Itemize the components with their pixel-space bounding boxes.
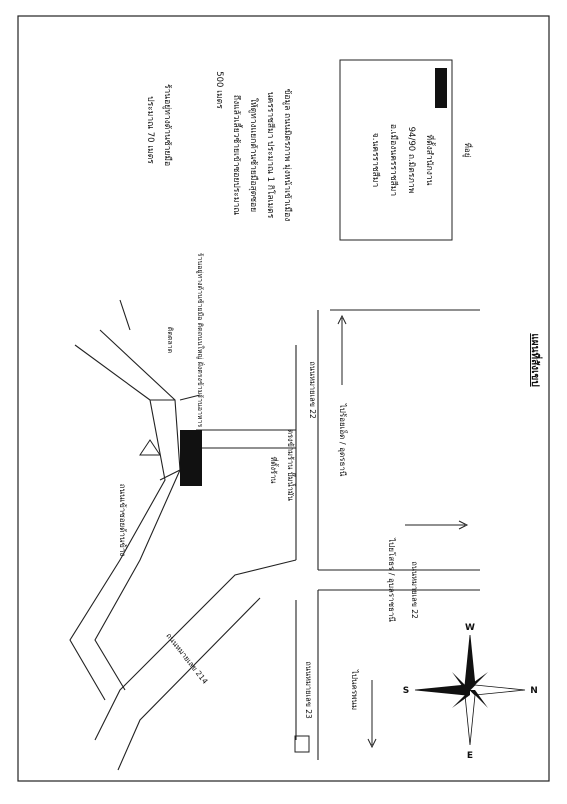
road-214-bottom-edge [118, 598, 260, 770]
compass-arm-right [470, 685, 525, 695]
arrow-label-right: ไปยโสธร / อุบลราชธานี [387, 538, 396, 622]
compass-arm-left [415, 685, 470, 695]
road-label-22-lower: ถนนหมายเลข 22 [410, 561, 419, 619]
left-road-stub [120, 300, 130, 330]
shop-marker [180, 430, 202, 486]
direction-line-2: นครราชสีมา ประมาณ 1 กิโลเมตร [265, 91, 275, 219]
address-line-4: จ.นครราชสีมา [370, 132, 380, 188]
landmark-note-upper-2: ติดตลาด [166, 326, 174, 354]
address-box [340, 60, 474, 240]
redacted-block [435, 68, 447, 108]
direction-line-7: ประมาณ 70 เมตร [145, 96, 155, 164]
direction-line-5: 500 เมตร [214, 71, 224, 109]
address-line-2: 94/90 ถ.มิตรภาพ [406, 126, 416, 194]
direction-line-1: ข้อมูล ถนนมิตรภาพ มุ่งหน้าเข้าเมือง [282, 88, 292, 222]
left-road-outer [70, 345, 165, 700]
roads [70, 300, 480, 770]
compass-n: N [530, 686, 538, 696]
compass-rose [403, 623, 538, 761]
compass-arm-up [465, 635, 475, 690]
compass-e: E [466, 751, 474, 761]
address-line-3: อ.เมืองนครราชสีมา [388, 123, 398, 197]
landmark-shop: ที่ตั้งร้าน [269, 456, 278, 484]
address-line-1: ที่ตั้งสำนักงาน [424, 134, 434, 186]
direction-line-4: ถึงแล้วเลี้ยวซ้ายเข้าซอยประมาณ [231, 94, 241, 216]
landmark-side-road: ถนนเข้าซอยด้านข้าง [118, 483, 127, 557]
directions-text [145, 71, 293, 221]
landmark-note-upper: ร้านอยู่ทางด้านซ้ายมือ ติดถนนใหญ่ ฝั่งตรงข้ามร้านอาหาร [196, 252, 204, 428]
road-label-22-upper: ถนนหมายเลข 22 [308, 361, 317, 419]
compass-w: W [465, 623, 475, 633]
road-label-214: ถนนหมายเลข 214 [164, 631, 210, 686]
landmark-near-shop: ตรงข้ามร้าน ปั๊มน้ำมัน [286, 429, 295, 501]
address-label: ที่อยู่ [463, 142, 472, 158]
road-23-marker [295, 736, 309, 752]
compass-arm-down [465, 690, 475, 745]
direction-line-3: ให้ดูทางแยกด้านซ้ายมือสุดซอย [248, 97, 258, 213]
arrow-label-bottom: ไปนครพนม [350, 669, 359, 711]
gas-station-icon [140, 440, 160, 455]
map-title: แผนที่สังเขป [529, 333, 540, 387]
arrow-label-top: ไปร้อยเอ็ด / อุดรธานี [338, 403, 347, 477]
direction-line-6: ร้านอยู่ทางด้านซ้ายมือ [162, 83, 172, 167]
compass-s: S [402, 686, 410, 696]
road-label-23: ถนนหมายเลข 23 [304, 661, 313, 719]
